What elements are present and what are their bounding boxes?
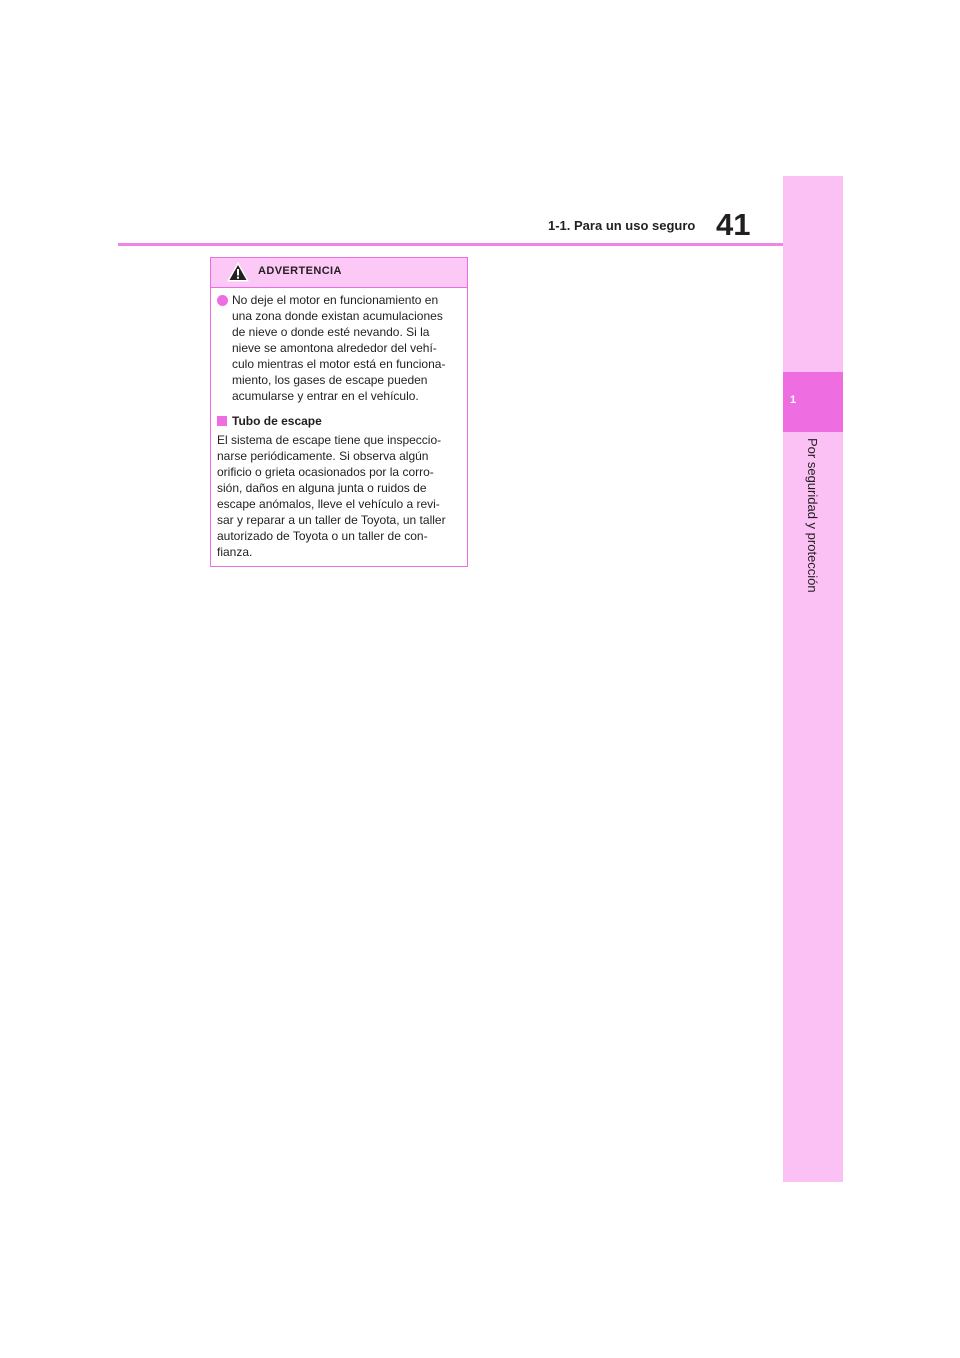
exhaust-paragraph xyxy=(217,432,460,560)
chapter-label: Por seguridad y protección xyxy=(805,438,820,593)
section-title: 1-1. Para un uso seguro xyxy=(548,218,696,233)
text-line: sión, daños en alguna junta o ruidos de xyxy=(217,481,427,495)
text-line: No deje el motor en funcionamiento en xyxy=(232,293,439,307)
text-line: una zona donde existan acumulaciones xyxy=(232,309,443,323)
warning-triangle-icon xyxy=(227,262,249,282)
text-line: acumularse y entrar en el vehículo. xyxy=(232,389,419,403)
chapter-side-tab xyxy=(783,176,843,1182)
warning-bullet-item xyxy=(217,292,460,404)
text-line: orificio o grieta ocasionados por la corro- xyxy=(217,465,434,479)
text-line: miento, los gases de escape pueden xyxy=(232,373,428,387)
text-line: nieve se amontona alrededor del vehí- xyxy=(232,341,437,355)
text-line: escape anómalos, lleve el vehículo a revi- xyxy=(217,497,440,511)
text-line: de nieve o donde esté nevando. Si la xyxy=(232,325,430,339)
text-line: sar y reparar a un taller de Toyota, un taller xyxy=(217,513,446,527)
text-line: culo mientras el motor está en funciona- xyxy=(232,357,446,371)
chapter-number: 1 xyxy=(789,394,797,406)
page-number: 41 xyxy=(716,207,751,242)
text-line: autorizado de Toyota o un taller de con- xyxy=(217,529,428,543)
header-rule xyxy=(118,243,783,246)
warning-title: ADVERTENCIA xyxy=(258,265,342,277)
warning-body xyxy=(211,288,467,560)
text-line: El sistema de escape tiene que inspeccio- xyxy=(217,433,442,447)
text-line: fianza. xyxy=(217,545,253,559)
bullet-text xyxy=(232,292,460,404)
circle-bullet-icon xyxy=(217,295,228,306)
square-bullet-icon xyxy=(217,416,227,426)
text-line: narse periódicamente. Si observa algún xyxy=(217,449,429,463)
subheading-text: Tubo de escape xyxy=(232,414,322,428)
warning-box xyxy=(210,257,468,567)
subheading-tubo-de-escape xyxy=(217,413,460,429)
warning-header xyxy=(211,258,467,288)
